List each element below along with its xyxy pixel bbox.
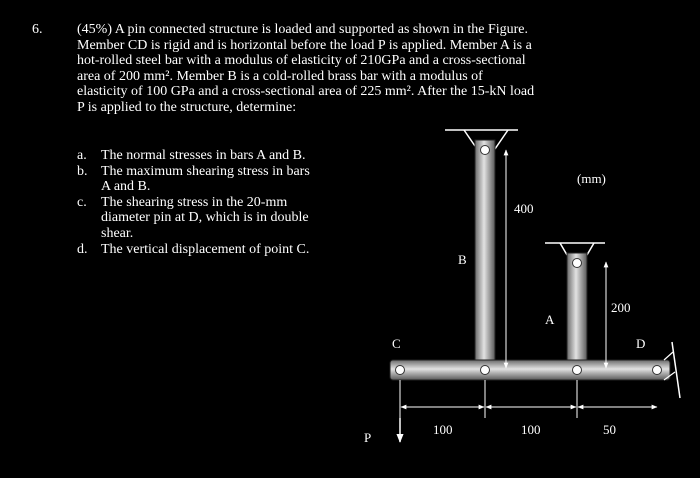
dim-100b-label: 100 [521,422,541,437]
item-line: A and B. [101,179,151,195]
item-line: diameter pin at D, which is in double [101,210,309,226]
statement-line: (45%) A pin connected structure is loaded and supported as shown in the Figure. [77,22,529,37]
item-line: The normal stresses in bars A and B. [101,148,306,163]
item-line: The shearing stress in the 20-mm [101,194,288,210]
dim-400-label: 400 [514,201,534,216]
point-d-label: D [636,336,646,351]
pin-d [653,366,662,375]
pin-a-bottom [573,366,582,375]
dim-200-label: 200 [611,300,631,315]
statement-line: P is applied to the structure, determine: [77,99,297,115]
item-label: d. [77,241,88,257]
member-a-label: A [545,312,555,327]
member-a [567,253,587,377]
item-label: b. [77,163,88,179]
member-cd [390,360,670,380]
pin-top-b [481,146,490,155]
statement-line: area of 200 mm². Member B is a cold-rolled brass bar with a modulus of [77,68,483,84]
pin-top-a [573,259,582,268]
load-p-label: P [364,430,372,445]
item-line: The vertical displacement of point C. [101,241,310,257]
item-line: The maximum shearing stress in bars [101,163,310,179]
item-label: c. [77,194,87,210]
statement-line: elasticity of 100 GPa and a cross-sectional area of 225 mm². After the 15-kN load [77,84,535,100]
member-b [475,140,495,377]
member-b-label: B [458,252,467,267]
problem-number: 6. [32,22,43,37]
dim-50-label: 50 [603,422,616,437]
pin-c [396,366,405,375]
statement-line: hot-rolled steel bar with a modulus of elasticity of 210GPa and a cross-sectional [77,53,526,69]
units-label: (mm) [577,171,606,186]
dim-100a-label: 100 [433,422,453,437]
pin-b-bottom [481,366,490,375]
item-label: a. [77,148,87,163]
statement-line: Member CD is rigid and is horizontal before the load P is applied. Member A is a [77,37,532,53]
point-c-label: C [392,336,401,351]
dimension-extensions [400,380,577,418]
item-line: shear. [101,225,134,241]
